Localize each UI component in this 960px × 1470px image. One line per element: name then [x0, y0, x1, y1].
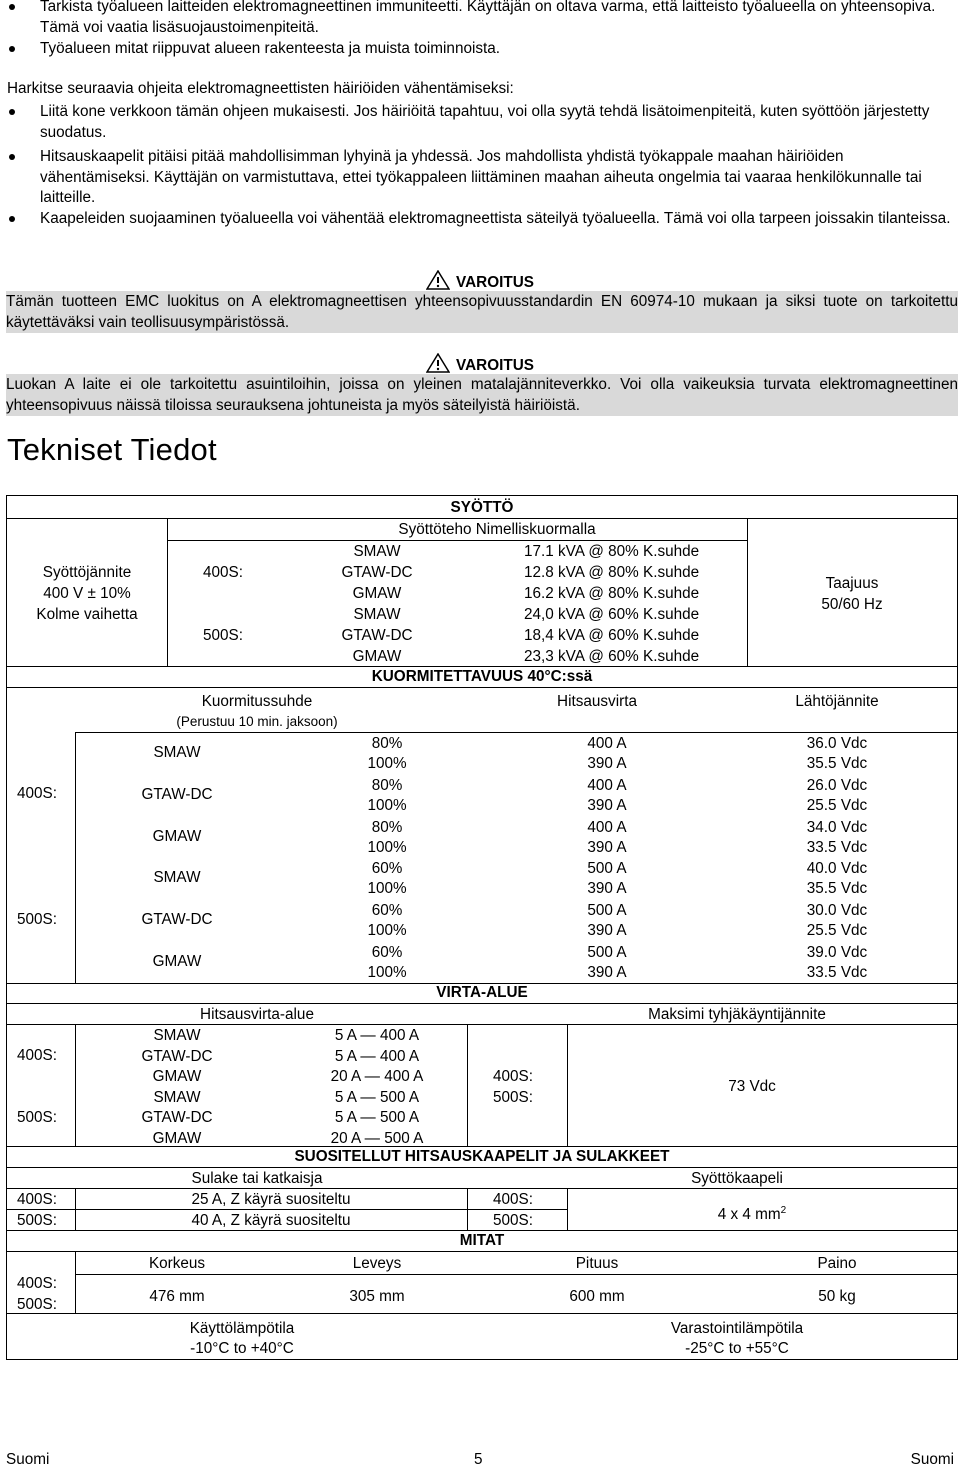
- storage-temp-value: -25°C to +55°C: [685, 1340, 789, 1357]
- process-label: GMAW: [152, 1068, 202, 1085]
- output-voltage-value: 25.5 Vdc: [806, 922, 868, 940]
- output-voltage-value: 34.0 Vdc: [806, 818, 868, 836]
- input-cable-header: Syöttökaapeli: [691, 1170, 783, 1187]
- output-voltage-value: 36.0 Vdc: [806, 735, 868, 752]
- process-label: GMAW: [152, 1130, 202, 1147]
- model-label: 400S:: [17, 1191, 57, 1208]
- current-range-value: 20 A — 400 A: [330, 1068, 424, 1085]
- frequency-label: Taajuus: [825, 575, 879, 592]
- output-voltage-header: Lähtöjännite: [795, 693, 879, 710]
- max-ocv-value: 73 Vdc: [728, 1078, 776, 1095]
- input-subtitle: Syöttöteho Nimelliskuormalla: [398, 521, 596, 538]
- page-number: 5: [474, 1451, 483, 1468]
- model-label: 400S:: [493, 1068, 533, 1085]
- input-cable-value: 4 x 4 $mm^2$: [717, 1205, 787, 1224]
- section-title-duty: KUORMITETTAVUUS 40°C:ssä: [371, 668, 593, 685]
- output-voltage-value: 39.0 Vdc: [806, 944, 868, 961]
- duty-cycle-value: 80%: [371, 818, 403, 836]
- bullet-text: Hitsauskaapelit pitäisi pitää mahdollisimman lyhyinä ja yhdessä. Jos mahdollista yhdistä työkappale maahan häiriöiden vähentämiseksi. Käyttäjän on varmistuttava, ettei työkappaleen liittäminen maahan aiheuta ongelmia tai vaaraa henkilökunnalle tai laitteille.: [40, 148, 922, 206]
- current-range-value: 20 A — 500 A: [330, 1130, 424, 1147]
- footer-language-right: Suomi: [910, 1451, 954, 1468]
- process-label: GMAW: [352, 585, 402, 602]
- model-label: 400S:: [17, 785, 57, 802]
- supply-voltage-value: 400 V ± 10%: [43, 585, 131, 602]
- model-label: 500S:: [493, 1212, 533, 1229]
- width-header: Leveys: [352, 1255, 402, 1272]
- duty-cycle-note: (Perustuu 10 min. jaksoon): [176, 714, 338, 729]
- duty-cycle-value: 60%: [371, 944, 403, 961]
- bullet-item: [40, 209, 952, 230]
- bullet-text: Tarkista työalueen laitteiden elektromagneettinen immuniteetti. Käyttäjän on oltava varma, että laitteisto työalueella on yhteensopiva. Tämä voi vaatia lisäsuojaustoimenpiteitä.: [40, 0, 936, 36]
- height-value: 476 mm: [149, 1288, 205, 1305]
- length-value: 600 mm: [569, 1288, 625, 1305]
- warning-title: VAROITUS: [456, 274, 534, 291]
- input-power: 16.2 kVA @ 80% K.suhde: [524, 585, 700, 602]
- welding-current-value: 500 A: [587, 902, 627, 920]
- process-label: GMAW: [352, 648, 402, 665]
- output-voltage-value: 26.0 Vdc: [806, 776, 868, 794]
- bullet-text: Liitä kone verkkoon tämän ohjeen mukaisesti. Jos häiriöitä tapahtuu, voi olla syytä tehdä lisätoimenpiteitä, kuten syöttöön järjestetty suodatus.: [40, 103, 930, 141]
- warning-heading: [0, 353, 960, 376]
- model-label: 500S:: [17, 1296, 57, 1313]
- output-voltage-value: 33.5 Vdc: [806, 964, 868, 981]
- section-title-dimensions: MITAT: [459, 1232, 505, 1249]
- current-range-value: 5 A — 500 A: [334, 1089, 420, 1106]
- welding-current-value: 400 A: [587, 776, 627, 794]
- process-label: GTAW-DC: [341, 564, 413, 581]
- current-range-header: Hitsausvirta-alue: [200, 1006, 314, 1023]
- warning-text: Tämän tuotteen EMC luokitus on A elektromagneettisen yhteensopivuusstandardin EN 60974-10 mukaan ja siksi tuote on tarkoitettu käytettäväksi vain teollisuusympäristössä.: [6, 293, 958, 331]
- spec-table: [6, 495, 958, 1360]
- process-label: SMAW: [153, 744, 201, 761]
- bullet-text: Työalueen mitat riippuvat alueen rakenteesta ja muista toiminnoista.: [40, 40, 501, 57]
- process-label: SMAW: [353, 543, 401, 560]
- warning-title: VAROITUS: [456, 357, 534, 374]
- model-label: 400S:: [17, 1047, 57, 1064]
- duty-cycle-value: 100%: [367, 964, 407, 981]
- model-label: 500S:: [17, 911, 57, 928]
- process-label: GTAW-DC: [141, 785, 213, 803]
- welding-current-value: 500 A: [587, 944, 627, 961]
- input-power: 18,4 kVA @ 60% K.suhde: [524, 627, 700, 644]
- output-voltage-value: 40.0 Vdc: [806, 860, 868, 878]
- model-label: 500S:: [203, 627, 243, 644]
- model-label: 500S:: [493, 1089, 533, 1106]
- duty-cycle-value: 100%: [367, 880, 407, 898]
- supply-phases: Kolme vaihetta: [36, 606, 138, 623]
- welding-current-value: 390 A: [587, 964, 627, 981]
- welding-current-value: 400 A: [587, 818, 627, 836]
- model-label: 400S:: [203, 564, 243, 581]
- operating-temp-value: -10°C to +40°C: [190, 1340, 294, 1357]
- bullet-item: [40, 39, 952, 60]
- section-title-input: SYÖTTÖ: [450, 499, 514, 516]
- output-voltage-value: 35.5 Vdc: [806, 880, 868, 898]
- width-value: 305 mm: [349, 1288, 405, 1305]
- output-voltage-value: 35.5 Vdc: [806, 755, 868, 772]
- process-label: GMAW: [152, 953, 202, 970]
- output-voltage-value: 30.0 Vdc: [806, 902, 868, 920]
- welding-current-value: 390 A: [587, 880, 627, 898]
- model-label: 400S:: [17, 1275, 57, 1292]
- process-label: GMAW: [152, 827, 202, 845]
- section-title-cables: SUOSITELLUT HITSAUSKAAPELIT JA SULAKKEET: [294, 1148, 670, 1165]
- process-label: SMAW: [153, 1089, 201, 1106]
- duty-cycle-value: 100%: [367, 796, 407, 814]
- input-power: 17.1 kVA @ 80% K.suhde: [524, 543, 700, 560]
- welding-current-value: 390 A: [587, 922, 627, 940]
- welding-current-value: 390 A: [587, 838, 627, 856]
- welding-current-value: 500 A: [587, 860, 627, 878]
- input-power: 23,3 kVA @ 60% K.suhde: [524, 648, 700, 665]
- welding-current-value: 390 A: [587, 755, 627, 772]
- welding-current-value: 390 A: [587, 796, 627, 814]
- length-header: Pituus: [575, 1255, 619, 1272]
- process-label: GTAW-DC: [141, 1048, 213, 1065]
- footer-language-left: Suomi: [6, 1451, 50, 1468]
- process-label: GTAW-DC: [141, 1109, 213, 1126]
- fuse-header: Sulake tai katkaisja: [191, 1170, 323, 1187]
- storage-temp-label: Varastointilämpötila: [670, 1320, 804, 1337]
- warning-text: Luokan A laite ei ole tarkoitettu asuintiloihin, joissa on yleinen matalajänniteverkko. Voi olla vaikeuksia turvata elektromagneettinen yhteensopivuus näissä tiloissa seurauksena johtuneista ja myös säteilyistä häiriöistä.: [6, 376, 958, 414]
- output-voltage-value: 25.5 Vdc: [806, 796, 868, 814]
- model-label: 400S:: [493, 1191, 533, 1208]
- fuse-value: 40 A, Z käyrä suositeltu: [191, 1212, 351, 1229]
- intro-text: Harkitse seuraavia ohjeita elektromagneettisten häiriöiden vähentämiseksi:: [7, 80, 514, 97]
- bullet-item: [40, 0, 952, 38]
- supply-voltage-label: Syöttöjännite: [42, 564, 132, 581]
- bullet-item: [40, 147, 952, 209]
- duty-cycle-value: 60%: [371, 860, 403, 878]
- frequency-value: 50/60 Hz: [821, 596, 883, 613]
- process-label: GTAW-DC: [341, 627, 413, 644]
- warning-heading: [0, 270, 960, 293]
- duty-cycle-value: 60%: [371, 902, 403, 920]
- duty-cycle-value: 80%: [371, 776, 403, 794]
- model-label: 500S:: [17, 1109, 57, 1126]
- fuse-value: 25 A, Z käyrä suositeltu: [191, 1191, 351, 1208]
- warning-icon: [426, 270, 450, 290]
- welding-current-header: Hitsausvirta: [557, 693, 637, 710]
- process-label: SMAW: [153, 869, 201, 887]
- process-label: SMAW: [153, 1027, 201, 1044]
- current-range-value: 5 A — 400 A: [334, 1048, 420, 1065]
- current-range-value: 5 A — 500 A: [334, 1109, 420, 1126]
- max-ocv-header: Maksimi tyhjäkäyntijännite: [648, 1006, 826, 1023]
- bullet-item: [40, 102, 952, 143]
- input-power: 24,0 kVA @ 60% K.suhde: [524, 606, 700, 623]
- section-title-range: VIRTA-ALUE: [436, 984, 528, 1001]
- duty-cycle-value: 100%: [367, 755, 407, 772]
- weight-header: Paino: [817, 1255, 857, 1272]
- process-label: SMAW: [353, 606, 401, 623]
- warning-icon: [426, 353, 450, 373]
- current-range-value: 5 A — 400 A: [334, 1027, 420, 1044]
- model-label: 500S:: [17, 1212, 57, 1229]
- welding-current-value: 400 A: [587, 735, 627, 752]
- output-voltage-value: 33.5 Vdc: [806, 838, 868, 856]
- page-title: Tekniset Tiedot: [7, 432, 217, 467]
- weight-value: 50 kg: [818, 1288, 856, 1305]
- bullet-text: Kaapeleiden suojaaminen työalueella voi vähentää elektromagneettista säteilyä työalueella. Tämä voi olla tarpeen joissakin tilanteissa.: [40, 210, 951, 227]
- input-power: 12.8 kVA @ 80% K.suhde: [524, 564, 700, 581]
- process-label: GTAW-DC: [141, 911, 213, 929]
- duty-cycle-value: 100%: [367, 922, 407, 940]
- operating-temp-label: Käyttölämpötila: [189, 1320, 295, 1337]
- duty-cycle-value: 80%: [371, 735, 403, 752]
- duty-cycle-header: Kuormitussuhde: [201, 693, 313, 710]
- height-header: Korkeus: [148, 1255, 206, 1272]
- duty-cycle-value: 100%: [367, 838, 407, 856]
